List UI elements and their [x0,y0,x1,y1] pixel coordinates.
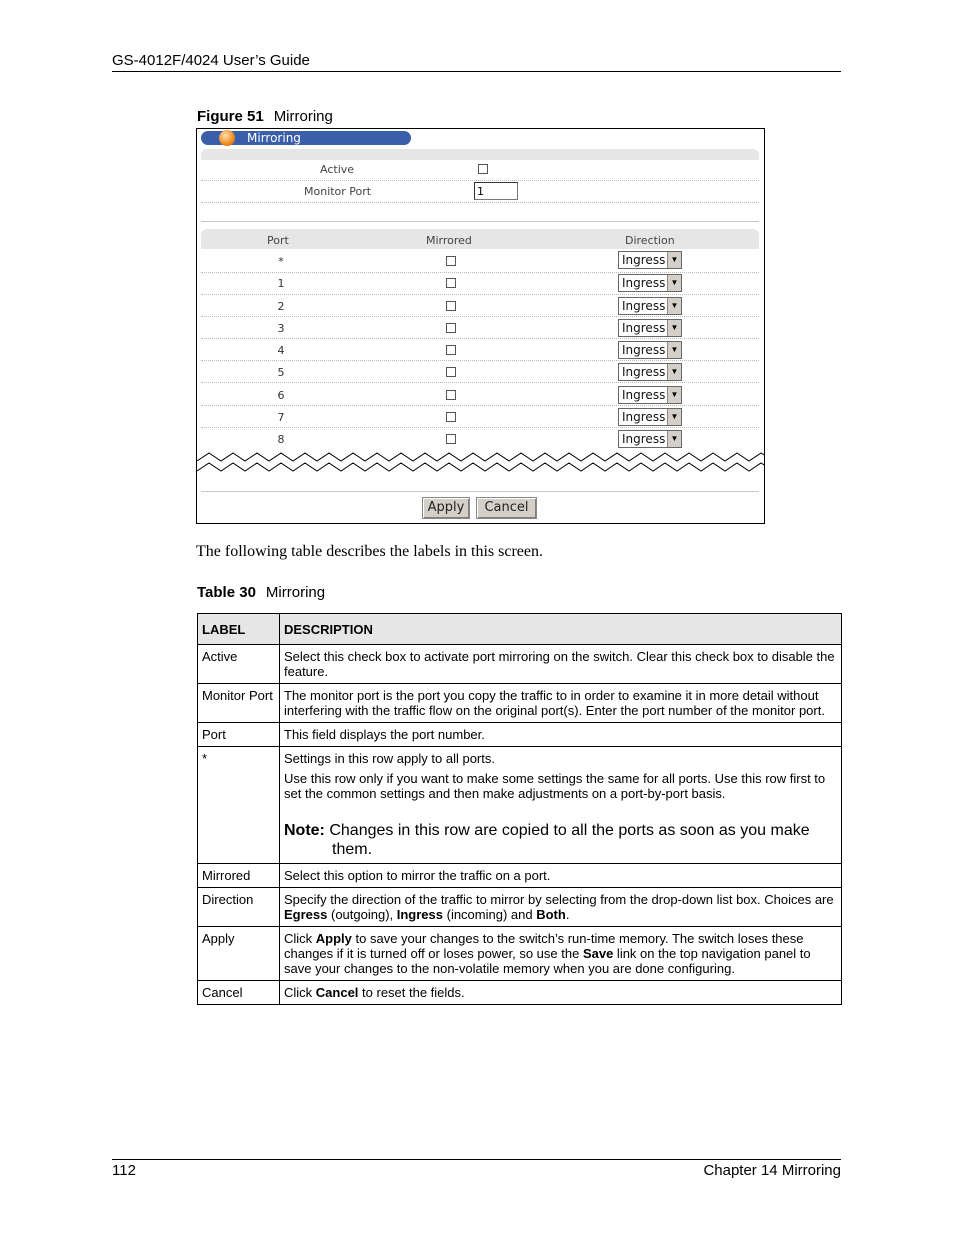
port-number: 6 [277,389,285,402]
row-label: Active [198,645,280,684]
text-run: to reset the fields. [358,985,465,1000]
row-divider [201,382,759,383]
label-header: LABEL [198,614,280,645]
active-label: Active [320,163,355,176]
row-label: Apply [198,927,280,981]
direction-value: Ingress [622,299,666,313]
divider [201,202,759,203]
row-divider [201,272,759,273]
port-number: 8 [277,433,285,446]
mirrored-checkbox[interactable] [446,323,456,333]
text-run: link on the top navigation panel to save your changes to the non-volatile memory when you are done configuring. [284,946,811,976]
row-description: This field displays the port number. [280,723,842,747]
text-run: to save your changes to the switch’s run-time memory. The switch loses these changes if it is turned off or loses power, so use the [284,931,804,961]
bold-term: Egress [284,907,328,922]
mirrored-column-header: Mirrored [426,234,472,247]
direction-select[interactable] [618,297,682,315]
text-run: Click [284,985,316,1000]
mirrored-checkbox[interactable] [446,390,456,400]
port-number: 2 [277,300,285,313]
row-description [280,927,842,981]
bold-term: Apply [315,931,352,946]
cancel-button[interactable]: Cancel [476,497,537,519]
description-paragraph: Settings in this row apply to all ports. [284,751,495,766]
bold-term: Save [582,946,614,961]
port-column-header: Port [267,234,289,247]
direction-value: Ingress [622,343,666,357]
bold-term: Ingress [396,907,443,922]
figure-label: Figure 51 [197,108,264,125]
table-header-row [198,614,842,645]
table-caption-text: Mirroring [265,584,326,601]
bold-term: Both [536,907,566,922]
direction-value: Ingress [622,276,666,290]
direction-select[interactable] [618,430,682,448]
apply-button[interactable]: Apply [422,497,470,519]
row-divider [201,405,759,406]
divider [201,180,759,181]
direction-select[interactable] [618,341,682,359]
note-text: Changes in this row are copied to all the ports as soon as you make them. [329,822,810,858]
row-description [280,888,842,927]
monitor-port-label: Monitor Port [304,185,372,198]
mirrored-checkbox[interactable] [446,367,456,377]
active-checkbox[interactable] [478,164,488,174]
row-divider [201,316,759,317]
mirrored-checkbox[interactable] [446,278,456,288]
table-row [198,927,842,981]
settings-header-band [201,149,759,160]
dropdown-arrow-icon: ▼ [667,342,681,358]
table-row [198,723,842,747]
mirroring-screen [196,128,765,524]
description-header: DESCRIPTION [280,614,842,645]
row-divider [201,294,759,295]
text-run: Specify the direction of the traffic to mirror by selecting from the drop-down list box. Choices are [284,892,834,907]
description-paragraph: Use this row only if you want to make some settings the same for all ports. Use this row first to set the common settings and then make adjustments on a port-by-port basis. [284,771,826,801]
screen-title-bar [201,131,411,145]
mirrored-checkbox[interactable] [446,301,456,311]
direction-value: Ingress [622,432,666,446]
table-row [198,864,842,888]
port-number: 4 [277,344,285,357]
port-number: * [278,255,284,268]
table-label: Table 30 [197,584,256,601]
figure-caption [197,108,333,125]
row-description [280,981,842,1005]
monitor-port-input[interactable] [474,182,518,200]
row-label: Mirrored [198,864,280,888]
dropdown-arrow-icon: ▼ [667,320,681,336]
direction-value: Ingress [622,365,666,379]
dropdown-arrow-icon: ▼ [667,409,681,425]
section-separator [201,221,759,222]
chapter-title: Chapter 14 Mirroring [703,1162,841,1179]
direction-select[interactable] [618,274,682,292]
direction-value: Ingress [622,253,666,267]
port-number: 3 [277,322,285,335]
row-divider [201,360,759,361]
direction-select[interactable] [618,408,682,426]
header-rule [112,71,841,72]
dropdown-arrow-icon: ▼ [667,387,681,403]
mirrored-checkbox[interactable] [446,256,456,266]
torn-edge-zigzag [197,447,765,481]
text-run: . [565,907,570,922]
label-description-table [197,613,842,1005]
note-label: Note: [284,822,325,839]
button-separator [201,491,759,492]
table-row [198,888,842,927]
dropdown-arrow-icon: ▼ [667,364,681,380]
page-number: 112 [112,1162,136,1179]
table-row [198,684,842,723]
figure-caption-text: Mirroring [273,108,333,125]
text-run: Click [284,931,316,946]
dropdown-arrow-icon: ▼ [667,275,681,291]
port-number: 7 [277,411,285,424]
row-divider [201,427,759,428]
row-divider [201,338,759,339]
row-label: Cancel [198,981,280,1005]
row-label: Port [198,723,280,747]
table-row [198,645,842,684]
footer-rule [112,1159,841,1160]
direction-select[interactable] [618,386,682,404]
intro-paragraph: The following table describes the labels in this screen. [196,543,544,560]
direction-column-header: Direction [625,234,675,247]
dropdown-arrow-icon: ▼ [667,431,681,447]
direction-value: Ingress [622,388,666,402]
text-run: (incoming) and [443,907,537,922]
bold-term: Cancel [315,985,359,1000]
direction-value: Ingress [622,321,666,335]
table-row [198,981,842,1005]
orb-icon [219,130,235,146]
note [284,821,837,859]
dropdown-arrow-icon: ▼ [667,298,681,314]
table-caption [197,584,325,601]
row-label: Direction [198,888,280,927]
row-label: Monitor Port [198,684,280,723]
mirrored-checkbox[interactable] [446,434,456,444]
row-label: * [198,747,280,864]
mirrored-checkbox[interactable] [446,345,456,355]
screen-title: Mirroring [247,131,301,145]
direction-value: Ingress [622,410,666,424]
text-run: (outgoing), [327,907,397,922]
dropdown-arrow-icon: ▼ [667,252,681,268]
direction-select[interactable] [618,319,682,337]
table-row [198,747,842,864]
direction-select[interactable] [618,363,682,381]
row-description: The monitor port is the port you copy the traffic to in order to examine it in more detail without interfering with the traffic flow on the original port(s). Enter the port number of the monitor port. [280,684,842,723]
row-description: Select this option to mirror the traffic on a port. [280,864,842,888]
row-description: Select this check box to activate port mirroring on the switch. Clear this check box to disable the feature. [280,645,842,684]
port-number: 5 [277,366,285,379]
port-number: 1 [277,277,285,290]
document-header-title: GS-4012F/4024 User’s Guide [112,52,310,69]
direction-select[interactable] [618,251,682,269]
row-description [280,747,842,864]
mirrored-checkbox[interactable] [446,412,456,422]
